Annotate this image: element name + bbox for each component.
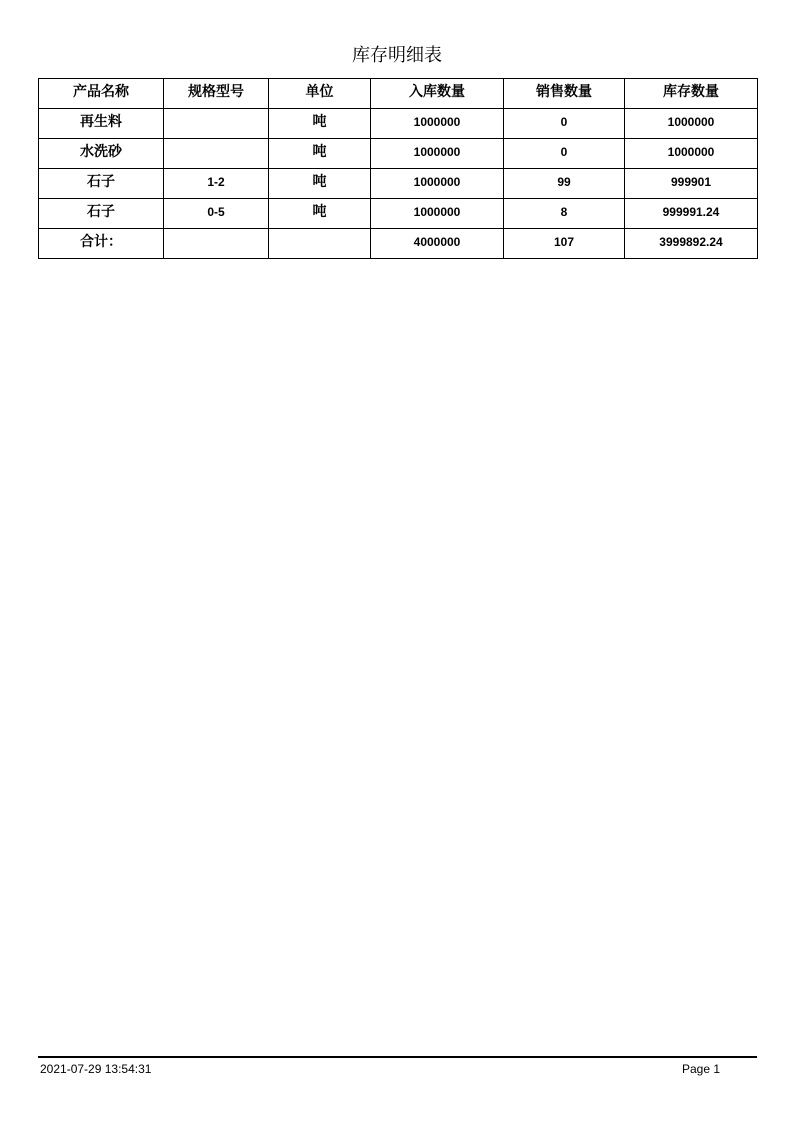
total-label: 合计： bbox=[39, 229, 164, 259]
cell-stock-qty: 1000000 bbox=[625, 139, 758, 169]
total-sales-qty: 107 bbox=[504, 229, 625, 259]
cell-spec-model: 0-5 bbox=[164, 199, 269, 229]
header-product-name: 产品名称 bbox=[39, 79, 164, 109]
total-inbound-qty: 4000000 bbox=[371, 229, 504, 259]
header-inbound-qty: 入库数量 bbox=[371, 79, 504, 109]
cell-sales-qty: 99 bbox=[504, 169, 625, 199]
header-unit: 单位 bbox=[269, 79, 371, 109]
table-row bbox=[39, 199, 758, 229]
cell-spec-model: 1-2 bbox=[164, 169, 269, 199]
total-unit bbox=[269, 229, 371, 259]
cell-inbound-qty: 1000000 bbox=[371, 169, 504, 199]
cell-sales-qty: 0 bbox=[504, 109, 625, 139]
cell-sales-qty: 8 bbox=[504, 199, 625, 229]
cell-product-name: 水洗砂 bbox=[39, 139, 164, 169]
print-timestamp: 2021-07-29 13:54:31 bbox=[40, 1062, 152, 1076]
cell-stock-qty: 1000000 bbox=[625, 109, 758, 139]
footer-divider bbox=[38, 1056, 757, 1058]
cell-spec-model bbox=[164, 109, 269, 139]
inventory-table bbox=[38, 78, 758, 259]
total-spec-model bbox=[164, 229, 269, 259]
table-row bbox=[39, 109, 758, 139]
table-row bbox=[39, 139, 758, 169]
cell-product-name: 石子 bbox=[39, 199, 164, 229]
cell-spec-model bbox=[164, 139, 269, 169]
cell-stock-qty: 999991.24 bbox=[625, 199, 758, 229]
cell-inbound-qty: 1000000 bbox=[371, 139, 504, 169]
report-title: 库存明细表 bbox=[352, 45, 442, 66]
cell-sales-qty: 0 bbox=[504, 139, 625, 169]
table-row bbox=[39, 169, 758, 199]
cell-unit: 吨 bbox=[269, 139, 371, 169]
cell-product-name: 再生料 bbox=[39, 109, 164, 139]
header-sales-qty: 销售数量 bbox=[504, 79, 625, 109]
cell-unit: 吨 bbox=[269, 109, 371, 139]
cell-product-name: 石子 bbox=[39, 169, 164, 199]
cell-unit: 吨 bbox=[269, 199, 371, 229]
cell-unit: 吨 bbox=[269, 169, 371, 199]
header-stock-qty: 库存数量 bbox=[625, 79, 758, 109]
total-stock-qty: 3999892.24 bbox=[625, 229, 758, 259]
cell-stock-qty: 999901 bbox=[625, 169, 758, 199]
cell-inbound-qty: 1000000 bbox=[371, 109, 504, 139]
header-spec-model: 规格型号 bbox=[164, 79, 269, 109]
page-number: Page 1 bbox=[682, 1062, 721, 1076]
table-total-row bbox=[39, 229, 758, 259]
cell-inbound-qty: 1000000 bbox=[371, 199, 504, 229]
table-header-row bbox=[39, 79, 758, 109]
